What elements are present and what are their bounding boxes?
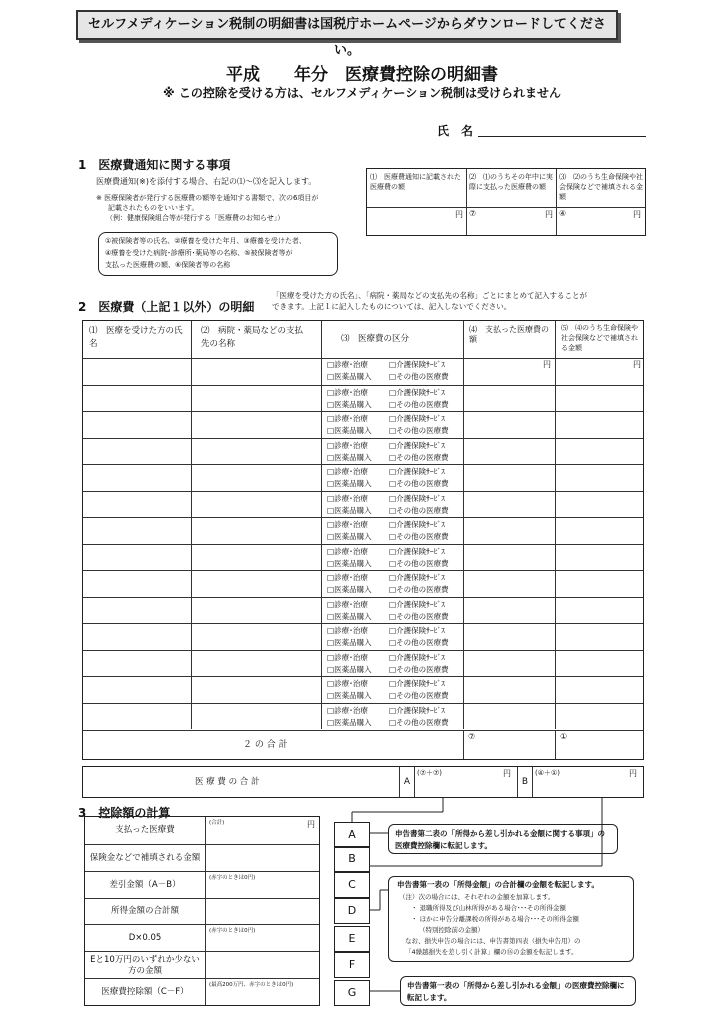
category-other-checkbox[interactable]: □その他の医療費 bbox=[389, 372, 449, 381]
category-drug-checkbox[interactable]: □医薬品購入 bbox=[327, 372, 372, 381]
deduction-row-note: (赤字のときは0円) bbox=[209, 928, 256, 935]
grand-total-a-label: A bbox=[399, 767, 415, 797]
category-other-checkbox[interactable]: □その他の医療費 bbox=[389, 717, 449, 727]
section3-heading: 3 控除額の計算 bbox=[78, 806, 171, 820]
notice-yen-1: 円 bbox=[455, 210, 463, 219]
notice-mark-7: ⑦ bbox=[469, 209, 477, 218]
notice-mark-4: ④ bbox=[559, 209, 567, 218]
category-drug-checkbox[interactable]: □医薬品購入 bbox=[327, 452, 372, 462]
category-medical-checkbox[interactable]: □診療･治療 bbox=[327, 520, 368, 529]
category-drug-checkbox[interactable]: □医薬品購入 bbox=[327, 426, 372, 435]
annotation-2-line6: なお、損失申告の場合には、申告書第四表（損失申告用）の bbox=[405, 937, 581, 945]
category-other-checkbox[interactable]: □その他の医療費 bbox=[389, 638, 449, 647]
category-care-checkbox[interactable]: □介護保険ｻｰﾋﾞｽ bbox=[389, 520, 445, 529]
category-medical-checkbox[interactable]: □診療･治療 bbox=[327, 705, 368, 715]
category-other-checkbox[interactable]: □その他の医療費 bbox=[389, 558, 449, 568]
section2-heading: 2 医療費（上記１以外）の明細 bbox=[78, 300, 255, 314]
deduction-row-label: 所得金額の合計額 bbox=[110, 906, 179, 917]
table-col-paid: ⑷ 支払った医療費の額 bbox=[469, 325, 549, 344]
category-care-checkbox[interactable]: □介護保険ｻｰﾋﾞｽ bbox=[389, 467, 445, 476]
category-drug-checkbox[interactable]: □医薬品購入 bbox=[327, 691, 372, 700]
deduction-row-yen: 円 bbox=[307, 820, 315, 829]
category-medical-checkbox[interactable]: □診療･治療 bbox=[327, 546, 368, 556]
page-subtitle: ※ この控除を受ける方は、セルフメディケーション税制は受けられません bbox=[163, 86, 561, 100]
notice-yen-2: 円 bbox=[545, 210, 553, 219]
section2-total-mark-1: ① bbox=[560, 732, 568, 741]
notice-col1: ⑴ 医療費通知に記載された医療費の額 bbox=[370, 173, 461, 191]
section2-total-mark-7: ⑦ bbox=[468, 732, 476, 741]
annotation-2-line3: ・ 退職所得及び山林所得がある場合･･･その所得金額 bbox=[411, 904, 566, 912]
category-care-checkbox[interactable]: □介護保険ｻｰﾋﾞｽ bbox=[389, 414, 445, 423]
name-label: 氏 名 bbox=[437, 124, 474, 138]
category-drug-checkbox[interactable]: □医薬品購入 bbox=[327, 638, 372, 647]
table-col-payee: ⑵ 病院・薬局などの支払先の名称 bbox=[201, 326, 304, 349]
category-drug-checkbox[interactable]: □医薬品購入 bbox=[327, 505, 372, 515]
category-other-checkbox[interactable]: □その他の医療費 bbox=[389, 532, 449, 541]
grand-total-a-formula: (⑦＋⑦) bbox=[417, 769, 443, 777]
category-medical-checkbox[interactable]: □診療･治療 bbox=[327, 493, 368, 503]
category-medical-checkbox[interactable]: □診療･治療 bbox=[327, 414, 368, 423]
letter-box-d: D bbox=[334, 898, 370, 924]
category-medical-checkbox[interactable]: □診療･治療 bbox=[327, 360, 368, 369]
table-col-category: ⑶ 医療費の区分 bbox=[341, 334, 410, 344]
grand-total-b-yen: 円 bbox=[629, 769, 637, 778]
letter-box-e: E bbox=[334, 926, 370, 952]
category-other-checkbox[interactable]: □その他の医療費 bbox=[389, 585, 449, 594]
category-medical-checkbox[interactable]: □診療･治療 bbox=[327, 467, 368, 476]
category-care-checkbox[interactable]: □介護保険ｻｰﾋﾞｽ bbox=[389, 705, 445, 715]
category-other-checkbox[interactable]: □その他の医療費 bbox=[389, 452, 449, 462]
category-care-checkbox[interactable]: □介護保険ｻｰﾋﾞｽ bbox=[389, 573, 445, 582]
category-other-checkbox[interactable]: □その他の医療費 bbox=[389, 426, 449, 435]
category-care-checkbox[interactable]: □介護保険ｻｰﾋﾞｽ bbox=[389, 652, 445, 662]
notice-col2: ⑵ ⑴のうちその年中に実際に支払った医療費の額 bbox=[469, 173, 553, 191]
category-medical-checkbox[interactable]: □診療･治療 bbox=[327, 679, 368, 688]
section1-note2: 記載されたものをいいます。 bbox=[108, 204, 199, 212]
download-banner: セルフメディケーション税制の明細書は国税庁ホームページからダウンロードしてください。 bbox=[76, 10, 618, 40]
category-drug-checkbox[interactable]: □医薬品購入 bbox=[327, 611, 372, 621]
section2-note1: 「医療を受けた方の氏名」、「病院・薬局などの支払先の名称」ごとにまとめて記入することが bbox=[272, 291, 587, 300]
grand-total-b-label: B bbox=[517, 767, 533, 797]
six-items-line1: ①被保険者等の氏名、②療養を受けた年月、③療養を受けた者、 bbox=[105, 237, 306, 245]
category-care-checkbox[interactable]: □介護保険ｻｰﾋﾞｽ bbox=[389, 546, 445, 556]
deduction-row-label: 医療費控除額（C－F） bbox=[101, 987, 189, 998]
category-medical-checkbox[interactable]: □診療･治療 bbox=[327, 652, 368, 662]
annotation-2-line7: 「4繰越損失を差し引く計算」欄の⑯の金額を転記します。 bbox=[405, 948, 578, 956]
table-col-covered: ⑸ ⑷のうち生命保険や社会保険などで補填される金額 bbox=[561, 324, 638, 352]
section1-heading: 1 医療費通知に関する事項 bbox=[78, 158, 231, 172]
six-items-line2: ④療養を受けた病院･診療所･薬局等の名称、⑤被保険者等が bbox=[105, 249, 293, 257]
paid-yen-mark: 円 bbox=[543, 360, 551, 369]
covered-yen-mark: 円 bbox=[633, 360, 641, 369]
page-title: 平成 年分 医療費控除の明細書 bbox=[226, 65, 498, 85]
category-medical-checkbox[interactable]: □診療･治療 bbox=[327, 440, 368, 450]
category-other-checkbox[interactable]: □その他の医療費 bbox=[389, 691, 449, 700]
annotation-3-text: 申告書第一表の「所得から差し引かれる金額」の医療費控除欄に転記します。 bbox=[407, 981, 625, 1002]
letter-box-a: A bbox=[334, 822, 370, 848]
deduction-row-label: 支払った医療費 bbox=[115, 824, 175, 835]
category-drug-checkbox[interactable]: □医薬品購入 bbox=[327, 558, 372, 568]
category-other-checkbox[interactable]: □その他の医療費 bbox=[389, 505, 449, 515]
category-drug-checkbox[interactable]: □医薬品購入 bbox=[327, 664, 372, 674]
deduction-row-label: Eと10万円のいずれか少ない方の金額 bbox=[90, 954, 200, 976]
category-medical-checkbox[interactable]: □診療･治療 bbox=[327, 573, 368, 582]
notice-yen-3: 円 bbox=[633, 210, 641, 219]
category-care-checkbox[interactable]: □介護保険ｻｰﾋﾞｽ bbox=[389, 493, 445, 503]
annotation-2-line4: ・ ほかに申告分離課税の所得がある場合･･･その所得金額 bbox=[411, 915, 579, 923]
category-care-checkbox[interactable]: □介護保険ｻｰﾋﾞｽ bbox=[389, 679, 445, 688]
grand-total-b-formula: (④＋①) bbox=[535, 769, 561, 777]
category-care-checkbox[interactable]: □介護保険ｻｰﾋﾞｽ bbox=[389, 360, 445, 369]
category-other-checkbox[interactable]: □その他の医療費 bbox=[389, 664, 449, 674]
deduction-row-note: (合計) bbox=[209, 820, 225, 826]
deduction-row-label: 保険金などで補填される金額 bbox=[89, 852, 201, 863]
category-care-checkbox[interactable]: □介護保険ｻｰﾋﾞｽ bbox=[389, 440, 445, 450]
deduction-row-label: 差引金額（A－B） bbox=[109, 879, 181, 890]
letter-box-f: F bbox=[334, 952, 370, 978]
deduction-row-note: (最高200万円、赤字のときは0円) bbox=[209, 982, 294, 989]
category-medical-checkbox[interactable]: □診療･治療 bbox=[327, 626, 368, 635]
annotation-2-line1: 申告書第一表の「所得金額」の合計欄の金額を転記します。 bbox=[397, 880, 599, 889]
category-drug-checkbox[interactable]: □医薬品購入 bbox=[327, 532, 372, 541]
category-medical-checkbox[interactable]: □診療･治療 bbox=[327, 387, 368, 397]
category-medical-checkbox[interactable]: □診療･治療 bbox=[327, 599, 368, 609]
section1-note1: ※ 医療保険者が発行する医療費の額等を通知する書類で、次の6項目が bbox=[96, 194, 319, 202]
table-col-patient: ⑴ 医療を受けた方の氏名 bbox=[89, 326, 183, 349]
category-other-checkbox[interactable]: □その他の医療費 bbox=[389, 479, 449, 488]
category-care-checkbox[interactable]: □介護保険ｻｰﾋﾞｽ bbox=[389, 626, 445, 635]
deduction-row-label: D×0.05 bbox=[128, 933, 162, 944]
letter-box-g: G bbox=[334, 980, 370, 1006]
letter-box-b: B bbox=[334, 846, 370, 872]
category-other-checkbox[interactable]: □その他の医療費 bbox=[389, 611, 449, 621]
six-items-line3: 支払った医療費の額、⑥保険者等の名称 bbox=[105, 261, 231, 269]
grand-total-a-yen: 円 bbox=[503, 769, 511, 778]
category-drug-checkbox[interactable]: □医薬品購入 bbox=[327, 399, 372, 409]
section1-note3: （例：健康保険組合等が発行する「医療費のお知らせ」） bbox=[106, 214, 285, 222]
section1-line1: 医療費通知(※)を添付する場合、右記の⑴〜⑶を記入します。 bbox=[96, 177, 317, 186]
category-drug-checkbox[interactable]: □医薬品購入 bbox=[327, 717, 372, 727]
letter-box-c: C bbox=[334, 872, 370, 898]
category-other-checkbox[interactable]: □その他の医療費 bbox=[389, 399, 449, 409]
annotation-1-text: 申告書第二表の「所得から差し引かれる金額に関する事項」の医療費控除欄に転記します。 bbox=[395, 829, 605, 850]
notice-col3: ⑶ ⑵のうち生命保険や社会保険などで補填される金額 bbox=[559, 173, 643, 201]
annotation-2-line2: （注）次の場合には、それぞれの金額を加算します。 bbox=[399, 893, 555, 901]
annotation-2-line5: （特別控除前の金額） bbox=[419, 926, 484, 934]
category-drug-checkbox[interactable]: □医薬品購入 bbox=[327, 479, 372, 488]
section2-total-label: ２ の 合 計 bbox=[243, 740, 288, 750]
deduction-row-note: (赤字のときは0円) bbox=[209, 874, 256, 881]
grand-total-label: 医 療 費 の 合 計 bbox=[195, 777, 260, 787]
category-care-checkbox[interactable]: □介護保険ｻｰﾋﾞｽ bbox=[389, 599, 445, 609]
category-drug-checkbox[interactable]: □医薬品購入 bbox=[327, 585, 372, 594]
section2-note2: できます。上記１に記入したものについては、記入しないでください。 bbox=[272, 302, 512, 311]
category-care-checkbox[interactable]: □介護保険ｻｰﾋﾞｽ bbox=[389, 387, 445, 397]
